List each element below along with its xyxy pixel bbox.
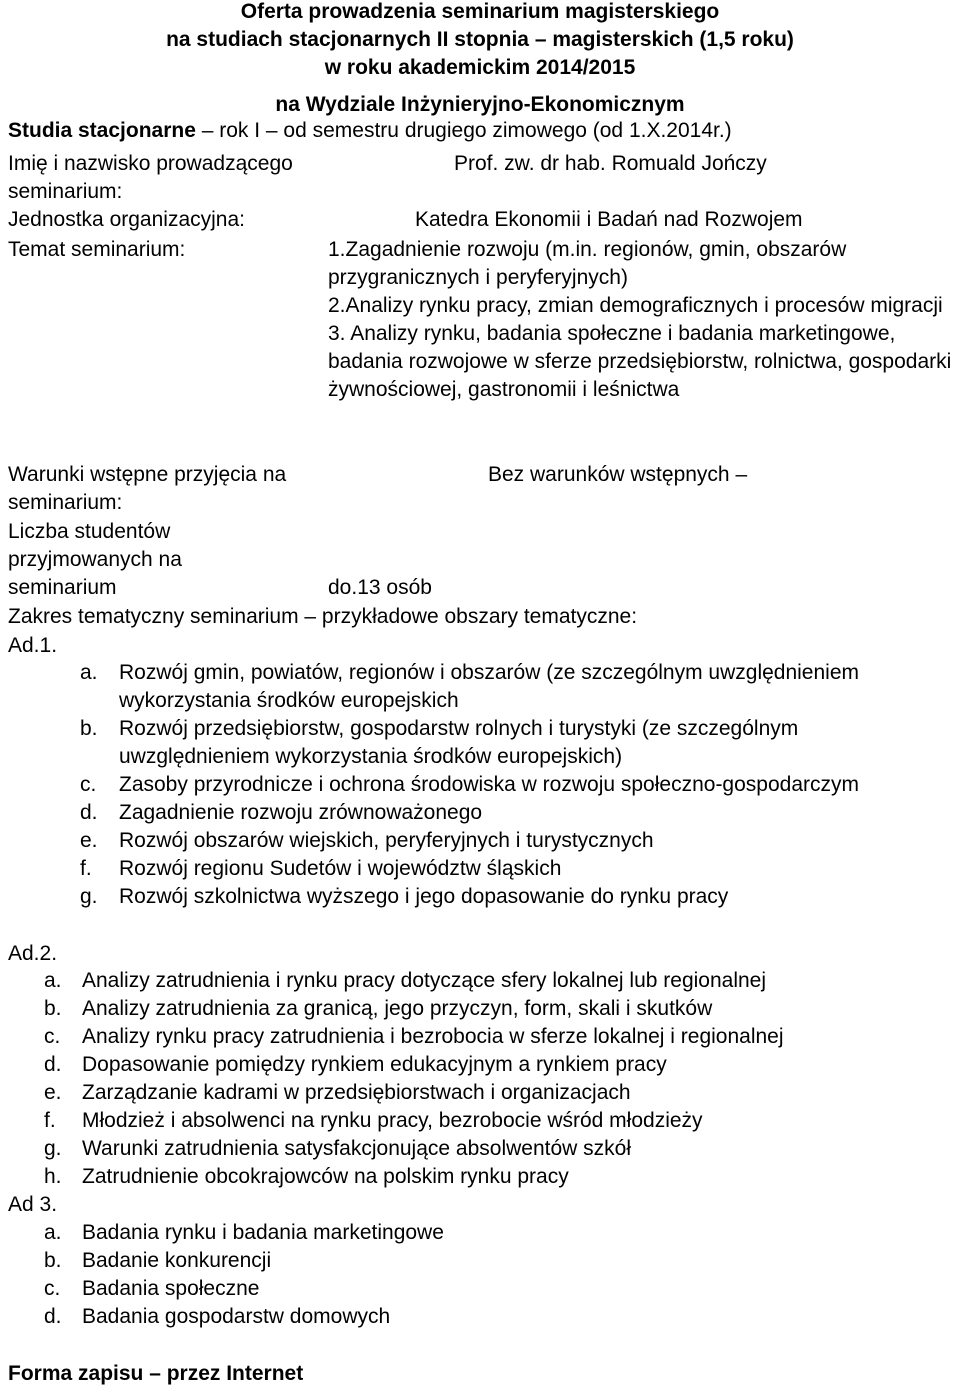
list-marker: f. xyxy=(44,1109,56,1132)
topic-values xyxy=(328,236,956,404)
list-item xyxy=(44,967,954,995)
list-marker: h. xyxy=(44,1165,62,1188)
list-text: Badanie konkurencji xyxy=(82,1249,272,1272)
list-item xyxy=(80,771,950,799)
list-text: Warunki zatrudnienia satysfakcjonujące absolwentów szkół xyxy=(82,1137,631,1160)
list-marker: b. xyxy=(80,717,98,740)
list-text: Rozwój obszarów wiejskich, peryferyjnych i turystycznych xyxy=(119,829,654,852)
list-marker: g. xyxy=(80,885,98,908)
list-marker: b. xyxy=(44,1249,62,1272)
requirements-value: Bez warunków wstępnych – xyxy=(488,463,748,486)
supervisor-value: Prof. zw. dr hab. Romuald Jończy xyxy=(454,152,767,175)
list-item xyxy=(44,1023,954,1051)
list-text: Zagadnienie rozwoju zrównoważonego xyxy=(119,801,483,824)
header-academic-year: w roku akademickim 2014/2015 xyxy=(324,56,636,79)
list-marker: e. xyxy=(80,829,98,852)
section-ad1-list xyxy=(80,659,950,911)
list-marker: c. xyxy=(80,773,97,796)
list-text: Badania gospodarstw domowych xyxy=(82,1305,391,1328)
list-text: Młodzież i absolwenci na rynku pracy, bezrobocie wśród młodzieży xyxy=(82,1109,703,1132)
section-ad1-title: Ad.1. xyxy=(8,634,58,657)
list-text: Rozwój szkolnictwa wyższego i jego dopasowanie do rynku pracy xyxy=(119,885,729,908)
list-text: Analizy rynku pracy zatrudnienia i bezrobocia w sferze lokalnej i regionalnej xyxy=(82,1025,784,1048)
topic-item-3: 3. Analizy rynku, badania społeczne i badania marketingowe, badania rozwojowe w sferze przedsiębiorstw, rolnictwa, gospodarki żywnościowej, gastronomii i leśnictwa xyxy=(328,322,952,401)
list-item xyxy=(44,1247,954,1275)
topic-item-2: 2.Analizy rynku pracy, zmian demograficznych i procesów migracji xyxy=(328,294,943,317)
list-item xyxy=(80,827,950,855)
list-marker: a. xyxy=(80,661,98,684)
list-marker: c. xyxy=(44,1025,61,1048)
list-marker: g. xyxy=(44,1137,62,1160)
list-text: Zatrudnienie obcokrajowców na polskim rynku pracy xyxy=(82,1165,569,1188)
list-text: Rozwój gmin, powiatów, regionów i obszarów (ze szczególnym uwzględnieniem wykorzystania środków europejskich xyxy=(119,661,860,712)
list-text: Badania społeczne xyxy=(82,1277,260,1300)
section-ad2-list xyxy=(44,967,954,1191)
header-title: Oferta prowadzenia seminarium magisterskiego xyxy=(240,0,720,23)
list-item xyxy=(44,995,954,1023)
scope-heading: Zakres tematyczny seminarium – przykładowe obszary tematyczne: xyxy=(8,605,638,628)
list-marker: f. xyxy=(80,857,92,880)
list-text: Analizy zatrudnienia i rynku pracy dotyczące sfery lokalnej lub regionalnej xyxy=(82,969,767,992)
student-count-label: Liczba studentów przyjmowanych na seminarium xyxy=(8,520,182,599)
study-mode-label: Studia stacjonarne xyxy=(8,119,196,142)
list-marker: e. xyxy=(44,1081,62,1104)
list-marker: d. xyxy=(80,801,98,824)
list-text: Rozwój przedsiębiorstw, gospodarstw rolnych i turystyki (ze szczególnym uwzględnieniem wykorzystania środków europejskich) xyxy=(119,717,799,768)
header-study-level: na studiach stacjonarnych II stopnia – magisterskich (1,5 roku) xyxy=(166,28,794,51)
list-text: Zarządzanie kadrami w przedsiębiorstwach i organizacjach xyxy=(82,1081,631,1104)
list-text: Dopasowanie pomiędzy rynkiem edukacyjnym a rynkiem pracy xyxy=(82,1053,667,1076)
topic-label: Temat seminarium: xyxy=(8,238,186,261)
list-item xyxy=(80,883,950,911)
list-item xyxy=(80,715,950,771)
list-marker: d. xyxy=(44,1305,62,1328)
registration-form-note: Forma zapisu – przez Internet xyxy=(8,1362,304,1385)
list-item xyxy=(44,1107,954,1135)
supervisor-label: Imię i nazwisko prowadzącego seminarium: xyxy=(8,152,293,203)
list-item xyxy=(44,1303,954,1331)
list-item xyxy=(44,1051,954,1079)
list-marker: b. xyxy=(44,997,62,1020)
list-marker: c. xyxy=(44,1277,61,1300)
list-item xyxy=(44,1219,954,1247)
section-ad3-list xyxy=(44,1219,954,1331)
student-count-value: do.13 osób xyxy=(328,576,432,599)
list-item xyxy=(80,799,950,827)
section-ad3-title: Ad 3. xyxy=(8,1193,58,1216)
list-marker: a. xyxy=(44,969,62,992)
unit-value: Katedra Ekonomii i Badań nad Rozwojem xyxy=(415,208,803,231)
list-text: Rozwój regionu Sudetów i województw śląskich xyxy=(119,857,562,880)
list-marker: a. xyxy=(44,1221,62,1244)
topic-item-1: 1.Zagadnienie rozwoju (m.in. regionów, gmin, obszarów przygranicznych i peryferyjnych) xyxy=(328,238,847,289)
requirements-label: Warunki wstępne przyjęcia na seminarium: xyxy=(8,463,287,514)
list-item xyxy=(44,1163,954,1191)
unit-label: Jednostka organizacyjna: xyxy=(8,208,245,231)
list-text: Analizy zatrudnienia za granicą, jego przyczyn, form, skali i skutków xyxy=(82,997,713,1020)
list-marker: d. xyxy=(44,1053,62,1076)
list-item xyxy=(44,1135,954,1163)
list-text: Badania rynku i badania marketingowe xyxy=(82,1221,444,1244)
study-mode-line xyxy=(8,117,958,145)
section-ad2-title: Ad.2. xyxy=(8,942,58,965)
list-item xyxy=(80,659,950,715)
study-mode-details: – rok I – od semestru drugiego zimowego (od 1.X.2014r.) xyxy=(195,119,732,142)
list-item xyxy=(80,855,950,883)
list-item xyxy=(44,1079,954,1107)
list-text: Zasoby przyrodnicze i ochrona środowiska w rozwoju społeczno-gospodarczym xyxy=(119,773,859,796)
list-item xyxy=(44,1275,954,1303)
header-faculty: na Wydziale Inżynieryjno-Ekonomicznym xyxy=(275,93,685,116)
